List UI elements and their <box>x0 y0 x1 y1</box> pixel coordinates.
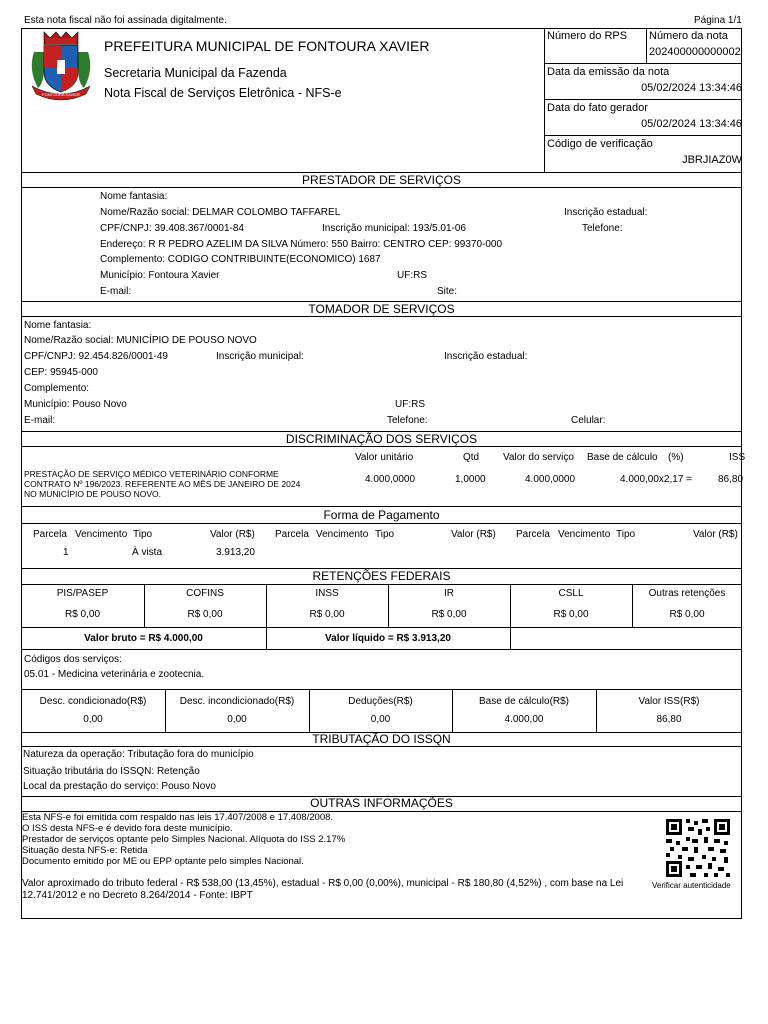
val-desc-cond: 0,00 <box>83 714 103 725</box>
tomador-fantasia: Nome fantasia: <box>24 320 92 331</box>
pag-h-parcela-1: Parcela <box>33 529 67 540</box>
issqn-situacao: Situação tributária do ISSQN: Retenção <box>23 766 200 777</box>
pag-h-valor-1: Valor (R$) <box>210 529 255 540</box>
pag-tipo: À vista <box>132 547 163 558</box>
codigo-value: JBRJIAZ0W <box>682 154 742 166</box>
codigos-label: Códigos dos serviços: <box>24 654 122 665</box>
codigo-label: Código de verificação <box>547 138 653 150</box>
prestador-title: PRESTADOR DE SERVIÇOS <box>302 173 461 187</box>
pag-h-valor-3: Valor (R$) <box>693 529 738 540</box>
ret-h-pis: PIS/PASEP <box>56 588 109 599</box>
tomador-email: E-mail: <box>24 415 56 426</box>
pag-h-tipo-2: Tipo <box>375 529 395 540</box>
col-valor-unitario: Valor unitário <box>355 452 414 463</box>
signature-notice: Esta nota fiscal não foi assinada digitalmente. <box>24 15 227 26</box>
val-h-desc-incond: Desc. incondicionado(R$) <box>179 696 295 707</box>
prestador-razao: Nome/Razão social: DELMAR COLOMBO TAFFAREL <box>100 207 341 218</box>
tomador-uf: UF:RS <box>395 399 425 410</box>
col-percent: (%) <box>668 452 684 463</box>
col-base-calculo: Base de cálculo <box>587 452 658 463</box>
discriminacao-title: DISCRIMINAÇÃO DOS SERVIÇOS <box>285 432 478 446</box>
pag-valor: 3.913,20 <box>216 547 255 558</box>
base-calculo: 4.000,00x2,17 = <box>620 474 693 485</box>
pag-h-parcela-3: Parcela <box>516 529 550 540</box>
col-qtd: Qtd <box>463 452 480 463</box>
pag-h-tipo-3: Tipo <box>616 529 636 540</box>
pag-h-parcela-2: Parcela <box>275 529 309 540</box>
tomador-municipio: Município: Pouso Novo <box>24 399 127 410</box>
iss-value: 86,80 <box>718 474 744 485</box>
ret-outras: R$ 0,00 <box>669 609 705 620</box>
outras-title: OUTRAS INFORMAÇÕES <box>310 796 453 810</box>
ret-h-csll: CSLL <box>558 588 584 599</box>
city-title: PREFEITURA MUNICIPAL DE FONTOURA XAVIER <box>104 38 430 54</box>
valor-unitario: 4.000,0000 <box>365 474 416 485</box>
service-description: PRESTAÇÃO DE SERVIÇO MÉDICO VETERINÁRIO CONFORME CONTRATO Nº 196/2023. REFERENTE AO MÊS DE JANEIRO DE 2024 NO MUNICÍPIO DE POUSO NOVO. <box>24 469 301 499</box>
rps-label: Número do RPS <box>547 30 628 42</box>
tomador-celular: Celular: <box>571 415 606 426</box>
ret-h-inss: INSS <box>315 588 339 599</box>
department: Secretaria Municipal da Fazenda <box>104 66 287 80</box>
pag-h-venc-1: Vencimento <box>75 529 128 540</box>
prestador-site: Site: <box>437 286 458 297</box>
qr-code[interactable] <box>664 817 732 879</box>
pag-h-venc-3: Vencimento <box>558 529 611 540</box>
valor-bruto: Valor bruto = R$ 4.000,00 <box>84 633 203 644</box>
ret-inss: R$ 0,00 <box>309 609 345 620</box>
coat-of-arms-logo <box>26 30 96 102</box>
tomador-razao: Nome/Razão social: MUNICÍPIO DE POUSO NOVO <box>24 335 257 346</box>
prestador-im: Inscrição municipal: 193/5.01-06 <box>322 223 466 234</box>
emissao-value: 05/02/2024 13:34:46 <box>641 82 742 94</box>
ret-h-cofins: COFINS <box>186 588 224 599</box>
tomador-telefone: Telefone: <box>387 415 428 426</box>
coat-banner-text: FONTOURA XAVIER <box>42 92 80 97</box>
val-h-desc-cond: Desc. condicionado(R$) <box>39 696 147 707</box>
tomador-title: TOMADOR DE SERVIÇOS <box>308 302 455 316</box>
tributo-info: Valor aproximado do tributo federal - R$ 538,00 (13,45%), estadual - R$ 0,00 (0,00%), municipal - R$ 180,80 (4,52%) , com base na Lei 12.741/2012 e no Decreto 8.264/2014 - Fonte: IBPT <box>22 878 624 901</box>
nota-label: Número da nota <box>649 30 728 42</box>
pag-parcela: 1 <box>63 547 69 558</box>
val-base: 4.000,00 <box>504 714 544 725</box>
pag-h-tipo-1: Tipo <box>133 529 153 540</box>
val-iss: 86,80 <box>656 714 682 725</box>
tomador-cpf: CPF/CNPJ: 92.454.826/0001-49 <box>24 351 168 362</box>
valor-liquido: Valor líquido = R$ 3.913,20 <box>325 633 451 644</box>
val-h-deducoes: Deduções(R$) <box>348 696 413 707</box>
ret-ir: R$ 0,00 <box>431 609 467 620</box>
nota-value: 202400000000002 <box>649 46 741 58</box>
ret-csll: R$ 0,00 <box>553 609 589 620</box>
ret-h-ir: IR <box>444 588 454 599</box>
doc-type: Nota Fiscal de Serviços Eletrônica - NFS-e <box>104 86 342 100</box>
col-iss: ISS <box>729 452 746 463</box>
val-h-base: Base de cálculo(R$) <box>478 696 570 707</box>
qtd: 1,0000 <box>455 474 486 485</box>
pag-h-venc-2: Vencimento <box>316 529 369 540</box>
emissao-label: Data da emissão da nota <box>547 66 670 78</box>
page-number: Página 1/1 <box>694 15 742 26</box>
val-h-iss: Valor ISS(R$) <box>638 696 700 707</box>
prestador-complemento: Complemento: CODIGO CONTRIBUINTE(ECONOMICO) 1687 <box>100 254 381 265</box>
pag-h-valor-2: Valor (R$) <box>451 529 496 540</box>
prestador-fantasia: Nome fantasia: <box>100 191 168 202</box>
val-deducoes: 0,00 <box>370 714 391 725</box>
ret-cofins: R$ 0,00 <box>187 609 223 620</box>
prestador-email: E-mail: <box>100 286 132 297</box>
tomador-im: Inscrição municipal: <box>216 351 304 362</box>
prestador-cpf: CPF/CNPJ: 39.408.367/0001-84 <box>100 223 244 234</box>
fato-label: Data do fato gerador <box>547 102 648 114</box>
valor-servico: 4.000,0000 <box>525 474 576 485</box>
tomador-ie: Inscrição estadual: <box>444 351 528 362</box>
fato-value: 05/02/2024 13:34:46 <box>641 118 742 130</box>
prestador-telefone: Telefone: <box>582 223 623 234</box>
prestador-uf: UF:RS <box>397 270 427 281</box>
issqn-local: Local da prestação do serviço: Pouso Novo <box>23 781 216 792</box>
codigo-item: 05.01 - Medicina veterinária e zootecnia. <box>24 669 205 680</box>
ret-pis: R$ 0,00 <box>64 609 101 620</box>
tomador-complemento: Complemento: <box>24 383 90 394</box>
issqn-title: TRIBUTAÇÃO DO ISSQN <box>312 732 451 746</box>
val-desc-incond: 0,00 <box>227 714 247 725</box>
issqn-natureza: Natureza da operação: Tributação fora do município <box>23 749 254 760</box>
outras-info: Esta NFS-e foi emitida com respaldo nas leis 17.407/2008 e 17.408/2008. O ISS desta NFS-e é devido fora deste município. Prestador de serviços optante pelo Simples Nacional. Alíquota do ISS 2.17% Situação desta NFS-e: Retida Documento emitido por ME ou EPP optante pelo simples Nacional. <box>22 812 346 867</box>
ret-h-outras: Outras retenções <box>648 588 726 599</box>
pagamento-title: Forma de Pagamento <box>323 508 440 522</box>
prestador-endereco: Endereço: R R PEDRO AZELIM DA SILVA Número: 550 Bairro: CENTRO CEP: 99370-000 <box>100 239 503 250</box>
col-valor-servico: Valor do serviço <box>503 452 574 463</box>
prestador-ie: Inscrição estadual: <box>564 207 648 218</box>
verificar-autenticidade[interactable]: Verificar autenticidade <box>652 881 731 890</box>
prestador-municipio: Município: Fontoura Xavier <box>100 270 220 281</box>
retencoes-title: RETENÇÕES FEDERAIS <box>312 569 451 583</box>
tomador-cep: CEP: 95945-000 <box>24 367 98 378</box>
